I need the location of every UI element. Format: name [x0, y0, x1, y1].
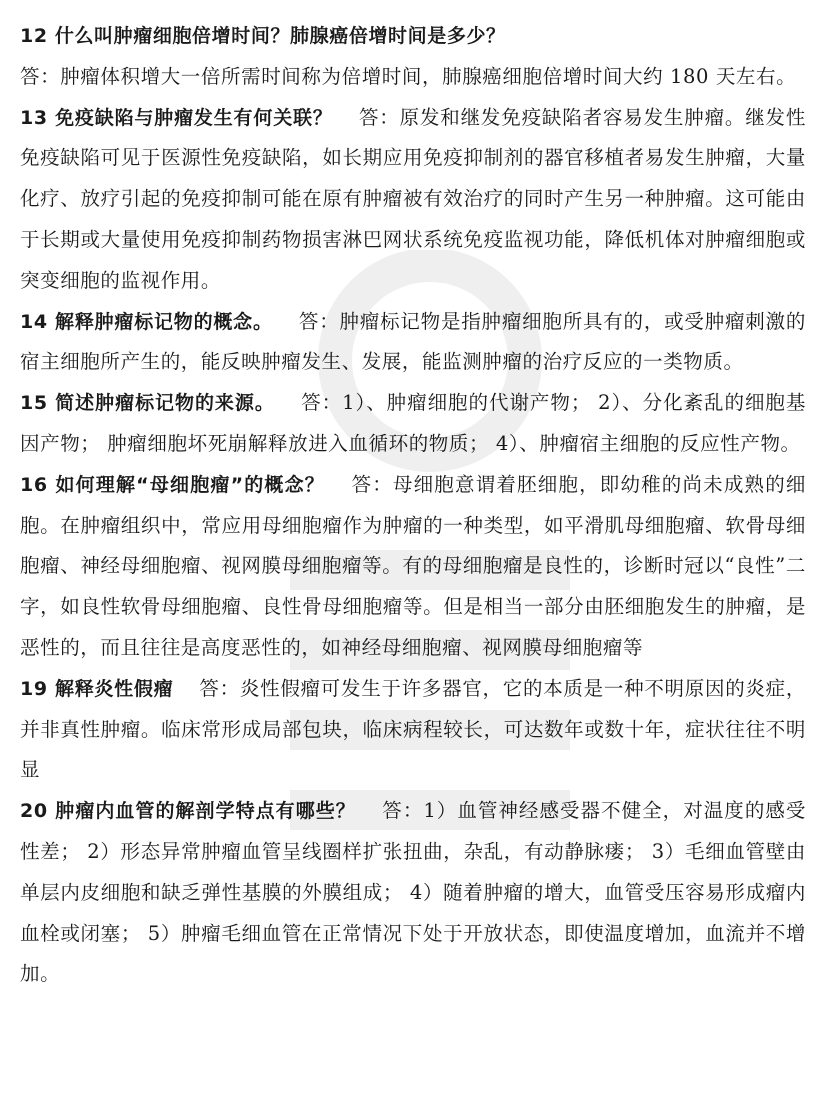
question-heading: 16 如何理解“母细胞瘤”的概念？	[20, 473, 325, 496]
qa-item-19	[20, 669, 806, 791]
qa-item-15	[20, 383, 806, 465]
question-heading: 12 什么叫肿瘤细胞倍增时间？肺腺癌倍增时间是多少？	[20, 25, 506, 47]
question-heading: 13 免疫缺陷与肿瘤发生有何关联？	[20, 106, 333, 129]
question-heading: 19 解释炎性假瘤	[20, 677, 174, 700]
answer-text: 答：原发和继发免疫缺陷者容易发生肿瘤。继发性免疫缺陷可见于医源性免疫缺陷，如长期应用免疫抑制剂的器官移植者易发生肿瘤，大量化疗、放疗引起的免疫抑制可能在原有肿瘤被有效治疗的同时产生另一种肿瘤。这可能由于长期或大量使用免疫抑制药物损害淋巴网状系统免疫监视功能，降低机体对肿瘤细胞或突变细胞的监视作用。	[20, 105, 806, 292]
question-heading: 15 简述肿瘤标记物的来源。	[20, 392, 275, 415]
answer-text: 答：肿瘤标记物是指肿瘤细胞所具有的，或受肿瘤刺激的宿主细胞所产生的，能反映肿瘤发生、发展，能监测肿瘤的治疗反应的一类物质。	[20, 309, 806, 374]
qa-item-16	[20, 465, 806, 669]
answer-text: 答：1）、肿瘤细胞的代谢产物； 2）、分化紊乱的细胞基因产物； 肿瘤细胞坏死崩解释放进入血循环的物质； 4）、肿瘤宿主细胞的反应性产物。	[20, 391, 806, 455]
answer-text: 答：1）血管神经感受器不健全，对温度的感受性差； 2）形态异常肿瘤血管呈线圈样扩张扭曲，杂乱，有动静脉瘘； 3）毛细血管壁由单层内皮细胞和缺乏弹性基膜的外膜组成； 4）随着肿瘤的增大，血管受压容易形成瘤内血栓或闭塞； 5）肿瘤毛细血管在正常情况下处于开放状态，即使温度增加，血流并不增加。	[20, 799, 807, 986]
qa-item-12	[20, 16, 806, 98]
question-heading: 14 解释肿瘤标记物的概念。	[20, 310, 273, 333]
answer-text: 答：炎性假瘤可发生于许多器官，它的本质是一种不明原因的炎症，并非真性肿瘤。临床常形成局部包块，临床病程较长，可达数年或数十年，症状往往不明显	[20, 676, 806, 782]
qa-item-14	[20, 302, 806, 384]
qa-item-13	[20, 98, 806, 302]
answer-text: 答：肿瘤体积增大一倍所需时间称为倍增时间，肺腺癌细胞倍增时间大约 180 天左右。	[20, 64, 797, 88]
qa-item-20	[20, 791, 806, 995]
question-heading: 20 肿瘤内血管的解剖学特点有哪些？	[20, 800, 356, 823]
answer-text: 答：母细胞意谓着胚细胞，即幼稚的尚未成熟的细胞。在肿瘤组织中，常应用母细胞瘤作为肿瘤的一种类型，如平滑肌母细胞瘤、软骨母细胞瘤、神经母细胞瘤、视网膜母细胞瘤等。有的母细胞瘤是良性的，诊断时冠以“良性”二字，如良性软骨母细胞瘤、良性骨母细胞瘤等。但是相当一部分由胚细胞发生的肿瘤，是恶性的，而且往往是高度恶性的，如神经母细胞瘤、视网膜母细胞瘤等	[20, 472, 807, 659]
